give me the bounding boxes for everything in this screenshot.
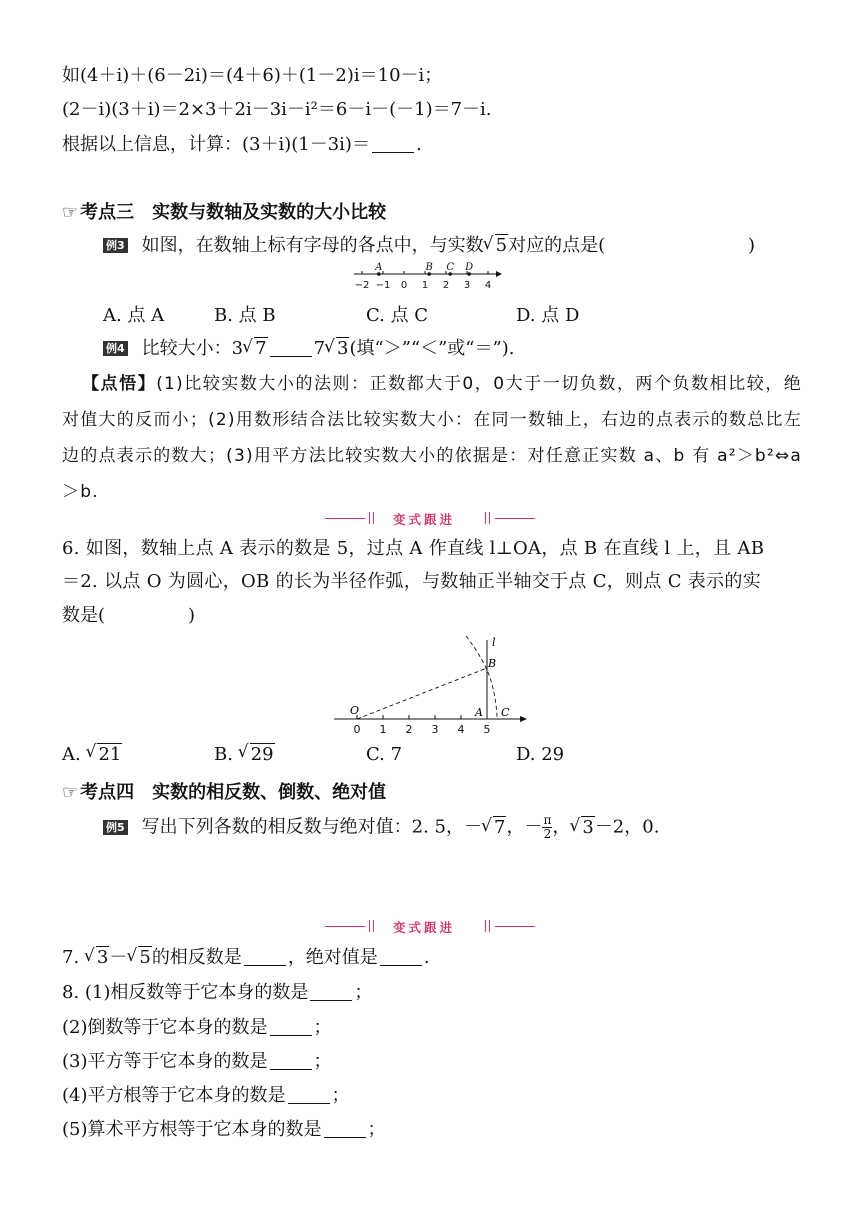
q8-item-1 xyxy=(62,981,372,1005)
sqrt-symbol xyxy=(243,337,267,361)
q8-item-4-text: (4)平方根等于它本身的数是 xyxy=(62,1085,286,1106)
ex5-sep-1: ，－ xyxy=(506,816,543,838)
ex5-text: 写出下列各数的相反数与绝对值：2. 5，－ xyxy=(141,816,483,838)
ex3-text: 如图，在数轴上标有字母的各点中，与实数 xyxy=(141,235,484,256)
ex4-text: 比较大小：3 xyxy=(141,338,244,359)
q8-item-5 xyxy=(62,1118,386,1142)
compute-question-text: 根据以上信息，计算：(3＋i)(1－3i)＝ xyxy=(62,134,370,155)
q8-item-3-text: (3)平方等于它本身的数是 xyxy=(62,1051,268,1072)
q7-end: . xyxy=(423,947,430,968)
ex3-text-after: 对应的点是( xyxy=(508,235,606,256)
point-c-label: C xyxy=(501,706,510,719)
number-line-tick-label: 1 xyxy=(421,280,429,291)
number-line-tick-label: 4 xyxy=(484,280,492,291)
q6-choice-a-radicand: 21 xyxy=(98,744,122,765)
answer-blank xyxy=(380,947,422,966)
number-line-point-label: B xyxy=(425,262,433,273)
q6-choice-b-radicand: 29 xyxy=(250,744,274,765)
ex5-radicand-1: 7 xyxy=(494,816,506,838)
section-4-title-text: 考点四 实数的相反数、倒数、绝对值 xyxy=(80,782,387,803)
q6-choice-a-prefix: A. xyxy=(62,744,87,765)
axis-tick-label: 0 xyxy=(353,723,361,736)
q8-item-end: ； xyxy=(313,1017,332,1038)
sqrt-symbol xyxy=(86,744,122,765)
ex3-choice-a: A. 点 A xyxy=(103,305,165,326)
axis-tick-label: 2 xyxy=(405,723,413,736)
q6-close-paren: ) xyxy=(188,605,196,626)
q6-line-1: 6. 如图，数轴上点 A 表示的数是 5，过点 A 作直线 l⊥OA，点 B 在直线 l 上，且 AB xyxy=(62,538,765,559)
answer-blank xyxy=(324,1119,366,1138)
q8-item-2 xyxy=(62,1016,332,1040)
ex5-radicand-2: 3 xyxy=(582,816,594,838)
fraction-numerator: π xyxy=(543,813,552,827)
number-line-tick-label: −1 xyxy=(375,280,391,291)
ex3-choice-b: B. 点 B xyxy=(214,305,276,326)
axis-tick-label: 4 xyxy=(457,723,465,736)
fraction-denominator: 2 xyxy=(543,827,552,841)
answer-blank xyxy=(270,1017,312,1036)
example-4 xyxy=(103,337,514,361)
sqrt-symbol xyxy=(325,337,349,361)
ex3-number-line xyxy=(348,262,504,292)
answer-blank xyxy=(270,338,312,357)
tip-label: 【点悟】 xyxy=(82,374,157,394)
section-3-title-text: 考点三 实数与数轴及实数的大小比较 xyxy=(80,202,387,223)
axis-tick-label: 5 xyxy=(483,723,491,736)
answer-blank xyxy=(372,134,414,153)
sqrt-symbol xyxy=(484,234,508,258)
answer-blank xyxy=(310,982,352,1001)
q8-item-5-text: (5)算术平方根等于它本身的数是 xyxy=(62,1119,322,1140)
ex4-radicand-1: 7 xyxy=(255,338,267,359)
variant-divider xyxy=(325,916,535,938)
line-l-label: l xyxy=(492,636,496,649)
example-5 xyxy=(103,814,659,841)
pi-over-two-fraction xyxy=(542,814,552,841)
example-badge: 例4 xyxy=(103,341,128,356)
number-line-point-label: A xyxy=(375,262,383,273)
pointing-hand-icon: ☞ xyxy=(62,782,79,803)
ex3-choice-d: D. 点 D xyxy=(516,305,580,326)
answer-blank xyxy=(288,1085,330,1104)
q8-item-3 xyxy=(62,1050,332,1074)
variant-divider-label: 变式跟进 xyxy=(393,512,456,527)
q8-item-end: ； xyxy=(313,1051,332,1072)
variant-divider-label: 变式跟进 xyxy=(393,920,456,935)
q8-item-1-text: 8. (1)相反数等于它本身的数是 xyxy=(62,982,309,1003)
point-o-label: O xyxy=(350,704,360,717)
ex4-text-after: (填“＞”“＜”或“＝”). xyxy=(349,338,515,359)
ex3-choice-c: C. 点 C xyxy=(366,305,429,326)
sqrt-symbol xyxy=(482,816,506,840)
q6-choice-d: D. 29 xyxy=(516,744,565,765)
example-badge: 例5 xyxy=(103,820,128,835)
q7-text-1: 的相反数是 xyxy=(151,947,242,968)
q8-item-end: ； xyxy=(354,982,373,1003)
number-line-tick-label: −2 xyxy=(354,280,370,291)
example-badge: 例3 xyxy=(103,238,128,253)
section-4-title xyxy=(62,778,386,804)
q6-line-2: ＝2. 以点 O 为圆心，OB 的长为半径作弧，与数轴正半轴交于点 C，则点 C 表示的实 xyxy=(62,571,762,592)
sqrt-symbol xyxy=(570,816,594,840)
ex3-close-paren: ) xyxy=(748,235,756,256)
number-line-tick-label: 3 xyxy=(463,280,471,291)
pointing-hand-icon: ☞ xyxy=(62,202,79,223)
sqrt-symbol xyxy=(239,744,275,765)
point-b-label: B xyxy=(488,657,497,670)
q6-choice-a xyxy=(62,744,122,765)
point-a-label: A xyxy=(475,706,483,719)
example-product-line: (2－i)(3＋i)＝2×3＋2i－3i－i²＝6－i－(－1)＝7－i. xyxy=(62,99,492,120)
tip-paragraph xyxy=(62,366,802,510)
q7-text-2: ，绝对值是 xyxy=(287,947,378,968)
number-line-tick-label: 2 xyxy=(442,280,450,291)
q6-choice-b-prefix: B. xyxy=(214,744,239,765)
answer-blank xyxy=(270,1051,312,1070)
number-line-point-label: C xyxy=(446,262,455,273)
q6-choice-c: C. 7 xyxy=(366,744,403,765)
compute-question-line: 根据以上信息，计算：(3＋i)(1－3i)＝ . xyxy=(62,134,422,155)
question-7 xyxy=(62,946,430,970)
q8-item-end: ； xyxy=(367,1119,386,1140)
ex4-coef: 7 xyxy=(313,338,326,359)
q7-radicand-2: 5 xyxy=(139,947,151,968)
example-sum-line: 如(4＋i)＋(6－2i)＝(4＋6)＋(1－2)i＝10－i； xyxy=(62,65,443,86)
ex4-radicand-2: 3 xyxy=(337,338,349,359)
ex5-tail: －2，0. xyxy=(594,816,660,838)
example-3 xyxy=(103,234,605,258)
q7-radicand-1: 3 xyxy=(96,947,109,968)
tip-text: (1)比较实数大小的法则：正数都大于0，0大于一切负数，两个负数相比较，绝对值大的反而小；(2)用数形结合法比较实数大小：在同一数轴上，右边的点表示的数总比左边的点表示的数大；(3)用平方法比较实数大小的依据是：对任意正实数 a、b 有 a²＞b²⇔a＞b. xyxy=(62,374,802,502)
q8-item-end: ； xyxy=(331,1085,350,1106)
sqrt-symbol xyxy=(85,946,109,970)
q8-item-4 xyxy=(62,1084,350,1108)
sqrt-symbol xyxy=(127,946,151,970)
number-line-point-label: D xyxy=(465,262,474,273)
number-line-tick-label: 0 xyxy=(400,280,408,291)
variant-divider xyxy=(325,508,535,530)
answer-blank xyxy=(244,947,286,966)
q8-item-2-text: (2)倒数等于它本身的数是 xyxy=(62,1017,268,1038)
section-3-title xyxy=(62,198,386,224)
q6-figure xyxy=(334,632,530,738)
q7-minus: － xyxy=(109,947,128,968)
axis-tick-label: 1 xyxy=(379,723,387,736)
q6-line-3: 数是( xyxy=(62,605,106,626)
q6-choice-b xyxy=(214,744,275,765)
axis-tick-label: 3 xyxy=(431,723,439,736)
ex3-radicand: 5 xyxy=(495,235,508,256)
q7-number: 7. xyxy=(62,947,85,968)
ex5-sep-2: ， xyxy=(552,816,571,838)
